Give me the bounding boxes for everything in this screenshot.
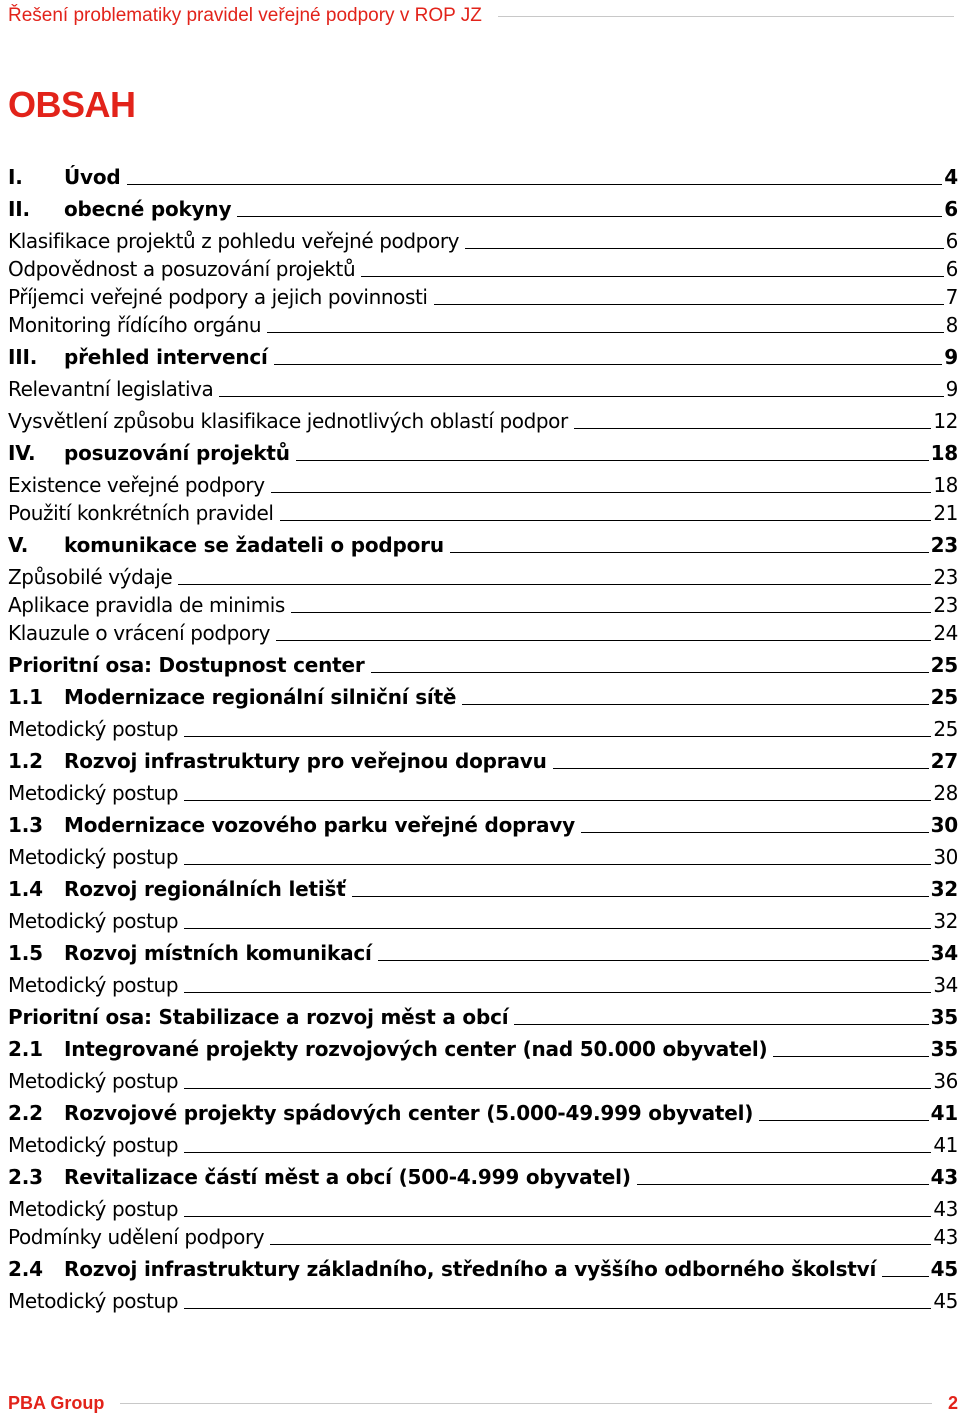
toc-entry-page: 43 (930, 1165, 958, 1189)
toc-entry[interactable] (8, 189, 958, 221)
toc-entry-label: Metodický postup (8, 1133, 179, 1157)
toc-entry-label: Podmínky udělení podpory (8, 1225, 265, 1249)
toc-entry[interactable] (8, 497, 958, 525)
toc-entry-page: 35 (930, 1037, 958, 1061)
toc-leader-line (361, 276, 943, 277)
toc-entry-page: 30 (930, 813, 958, 837)
toc-entry[interactable] (8, 965, 958, 997)
toc-leader-line (465, 248, 944, 249)
toc-entry-label: Rozvoj místních komunikací (64, 941, 372, 965)
toc-entry[interactable] (8, 557, 958, 589)
toc-entry-number: 1.5 (8, 941, 43, 965)
toc-entry[interactable] (8, 221, 958, 253)
toc-entry-number: 2.1 (8, 1037, 43, 1061)
toc-leader-line (276, 640, 931, 641)
toc-entry-number: 1.3 (8, 813, 43, 837)
toc-entry-label: Metodický postup (8, 781, 179, 805)
toc-leader-line (574, 428, 932, 429)
toc-entry[interactable] (8, 933, 958, 965)
toc-entry-label: Monitoring řídícího orgánu (8, 313, 262, 337)
toc-entry-number: IV. (8, 441, 36, 465)
toc-leader-line (184, 1152, 931, 1153)
toc-leader-line (759, 1120, 928, 1121)
toc-entry-label: Metodický postup (8, 909, 179, 933)
toc-entry-label: Vysvětlení způsobu klasifikace jednotlivých oblastí podpor (8, 409, 568, 433)
toc-entry[interactable] (8, 589, 958, 617)
toc-leader-line (237, 216, 942, 217)
toc-entry[interactable] (8, 1125, 958, 1157)
toc-entry-label: Rozvoj infrastruktury základního, středního a vyššího odborného školství (64, 1257, 877, 1281)
toc-entry-page: 43 (933, 1225, 958, 1249)
toc-entry-label: Revitalizace částí měst a obcí (500-4.999 obyvatel) (64, 1165, 631, 1189)
toc-leader-line (184, 928, 931, 929)
toc-entry-label: Odpovědnost a posuzování projektů (8, 257, 356, 281)
toc-entry-number: III. (8, 345, 38, 369)
toc-entry[interactable] (8, 901, 958, 933)
toc-entry-label: Metodický postup (8, 1289, 179, 1313)
toc-leader-line (127, 184, 943, 185)
toc-leader-line (184, 864, 931, 865)
toc-leader-line (270, 1244, 931, 1245)
toc-entry-page: 7 (945, 285, 958, 309)
toc-entry-number: 2.3 (8, 1165, 43, 1189)
toc-entry[interactable] (8, 369, 958, 401)
toc-entry-page: 18 (930, 441, 958, 465)
toc-entry-page: 25 (930, 653, 958, 677)
toc-entry-label: Prioritní osa: Stabilizace a rozvoj měst a obcí (8, 1005, 509, 1029)
toc-entry[interactable] (8, 1157, 958, 1189)
toc-entry-label: Příjemci veřejné podpory a jejich povinnosti (8, 285, 428, 309)
toc-entry-label: Úvod (64, 165, 121, 189)
table-of-contents (8, 157, 958, 1313)
toc-entry-page: 45 (933, 1289, 958, 1313)
toc-entry[interactable] (8, 869, 958, 901)
toc-entry-page: 36 (933, 1069, 958, 1093)
toc-leader-line (184, 800, 931, 801)
toc-entry-page: 32 (930, 877, 958, 901)
toc-entry[interactable] (8, 617, 958, 645)
toc-entry-number: 2.4 (8, 1257, 43, 1281)
toc-entry[interactable] (8, 525, 958, 557)
toc-entry-label: Metodický postup (8, 717, 179, 741)
toc-entry-label: Relevantní legislativa (8, 377, 214, 401)
toc-leader-line (352, 896, 929, 897)
toc-entry-label: Použití konkrétních pravidel (8, 501, 274, 525)
toc-entry[interactable] (8, 709, 958, 741)
toc-entry[interactable] (8, 677, 958, 709)
toc-entry-number: II. (8, 197, 30, 221)
toc-leader-line (450, 552, 929, 553)
toc-entry-page: 23 (933, 565, 958, 589)
toc-entry-page: 30 (933, 845, 958, 869)
toc-leader-line (291, 612, 931, 613)
toc-leader-line (462, 704, 928, 705)
toc-leader-line (280, 520, 932, 521)
toc-entry-page: 6 (945, 229, 958, 253)
page-header (8, 3, 954, 29)
toc-leader-line (184, 1216, 931, 1217)
toc-entry[interactable] (8, 401, 958, 433)
toc-entry-page: 24 (933, 621, 958, 645)
toc-leader-line (271, 492, 932, 493)
toc-entry-page: 8 (945, 313, 958, 337)
toc-entry[interactable] (8, 773, 958, 805)
toc-leader-line (514, 1024, 928, 1025)
toc-entry[interactable] (8, 805, 958, 837)
toc-entry-number: I. (8, 165, 23, 189)
header-rule (498, 16, 954, 17)
toc-entry-label: posuzování projektů (64, 441, 290, 465)
company-name: PBA Group (8, 1392, 105, 1413)
toc-entry-page: 34 (933, 973, 958, 997)
toc-entry-label: komunikace se žadateli o podporu (64, 533, 444, 557)
page-footer (8, 1391, 958, 1415)
toc-entry[interactable] (8, 1093, 958, 1125)
toc-entry-label: Existence veřejné podpory (8, 473, 265, 497)
toc-entry[interactable] (8, 1061, 958, 1093)
toc-entry-page: 25 (933, 717, 958, 741)
toc-entry-number: 1.2 (8, 749, 43, 773)
toc-entry-page: 12 (933, 409, 958, 433)
toc-entry-page: 43 (933, 1197, 958, 1221)
toc-entry-page: 45 (930, 1257, 958, 1281)
toc-entry[interactable] (8, 253, 958, 281)
toc-entry-page: 21 (933, 501, 958, 525)
toc-entry-page: 6 (945, 257, 958, 281)
toc-entry-label: Prioritní osa: Dostupnost center (8, 653, 365, 677)
toc-entry-number: 1.1 (8, 685, 43, 709)
toc-leader-line (371, 672, 929, 673)
toc-leader-line (434, 304, 944, 305)
toc-entry[interactable] (8, 1029, 958, 1061)
toc-entry[interactable] (8, 997, 958, 1029)
toc-entry-label: Metodický postup (8, 973, 179, 997)
toc-entry[interactable] (8, 741, 958, 773)
footer-rule (120, 1403, 932, 1404)
toc-leader-line (773, 1056, 928, 1057)
toc-entry[interactable] (8, 1249, 958, 1281)
toc-entry-number: 1.4 (8, 877, 43, 901)
toc-entry-label: Způsobilé výdaje (8, 565, 173, 589)
toc-entry-label: Metodický postup (8, 1197, 179, 1221)
toc-entry[interactable] (8, 837, 958, 869)
toc-entry-page: 25 (930, 685, 958, 709)
toc-entry-label: Klauzule o vrácení podpory (8, 621, 271, 645)
toc-entry-page: 41 (933, 1133, 958, 1157)
toc-entry-page: 18 (933, 473, 958, 497)
toc-entry[interactable] (8, 1281, 958, 1313)
toc-entry[interactable] (8, 1189, 958, 1221)
toc-entry[interactable] (8, 281, 958, 309)
document-title: Řešení problematiky pravidel veřejné podpory v ROP JZ (8, 5, 482, 26)
toc-entry-page: 6 (944, 197, 958, 221)
toc-entry[interactable] (8, 433, 958, 465)
toc-leader-line (581, 832, 929, 833)
toc-leader-line (184, 992, 931, 993)
toc-entry-page: 35 (930, 1005, 958, 1029)
toc-entry-page: 28 (933, 781, 958, 805)
toc-entry[interactable] (8, 1221, 958, 1249)
toc-entry-label: Klasifikace projektů z pohledu veřejné podpory (8, 229, 460, 253)
toc-entry-label: Integrované projekty rozvojových center (nad 50.000 obyvatel) (64, 1037, 768, 1061)
toc-entry-page: 27 (930, 749, 958, 773)
toc-entry[interactable] (8, 465, 958, 497)
toc-entry-label: Rozvoj infrastruktury pro veřejnou dopravu (64, 749, 547, 773)
toc-leader-line (637, 1184, 929, 1185)
toc-leader-line (378, 960, 929, 961)
toc-leader-line (267, 332, 943, 333)
toc-entry-label: Rozvoj regionálních letišť (64, 877, 346, 901)
toc-leader-line (219, 396, 943, 397)
toc-entry-label: Modernizace vozového parku veřejné dopravy (64, 813, 575, 837)
toc-entry-page: 23 (933, 593, 958, 617)
toc-heading: OBSAH (8, 84, 136, 125)
toc-entry[interactable] (8, 337, 958, 369)
toc-leader-line (184, 736, 931, 737)
toc-entry-page: 4 (944, 165, 958, 189)
toc-leader-line (882, 1276, 928, 1277)
toc-entry-label: obecné pokyny (64, 197, 232, 221)
toc-entry-page: 32 (933, 909, 958, 933)
toc-entry-page: 34 (930, 941, 958, 965)
toc-leader-line (553, 768, 929, 769)
toc-leader-line (178, 584, 931, 585)
toc-entry-label: Aplikace pravidla de minimis (8, 593, 285, 617)
toc-entry-label: Modernizace regionální silniční sítě (64, 685, 457, 709)
toc-leader-line (184, 1088, 931, 1089)
toc-entry[interactable] (8, 645, 958, 677)
toc-entry-page: 9 (944, 345, 958, 369)
toc-entry-number: V. (8, 533, 29, 557)
toc-entry-number: 2.2 (8, 1101, 43, 1125)
toc-entry-label: přehled intervencí (64, 345, 268, 369)
toc-leader-line (296, 460, 929, 461)
toc-leader-line (184, 1308, 931, 1309)
toc-entry[interactable] (8, 157, 958, 189)
toc-entry-page: 23 (930, 533, 958, 557)
toc-entry[interactable] (8, 309, 958, 337)
toc-entry-label: Metodický postup (8, 845, 179, 869)
toc-entry-page: 9 (945, 377, 958, 401)
toc-entry-label: Metodický postup (8, 1069, 179, 1093)
page-number: 2 (947, 1392, 958, 1413)
toc-entry-page: 41 (930, 1101, 958, 1125)
toc-leader-line (274, 364, 943, 365)
toc-entry-label: Rozvojové projekty spádových center (5.000-49.999 obyvatel) (64, 1101, 754, 1125)
